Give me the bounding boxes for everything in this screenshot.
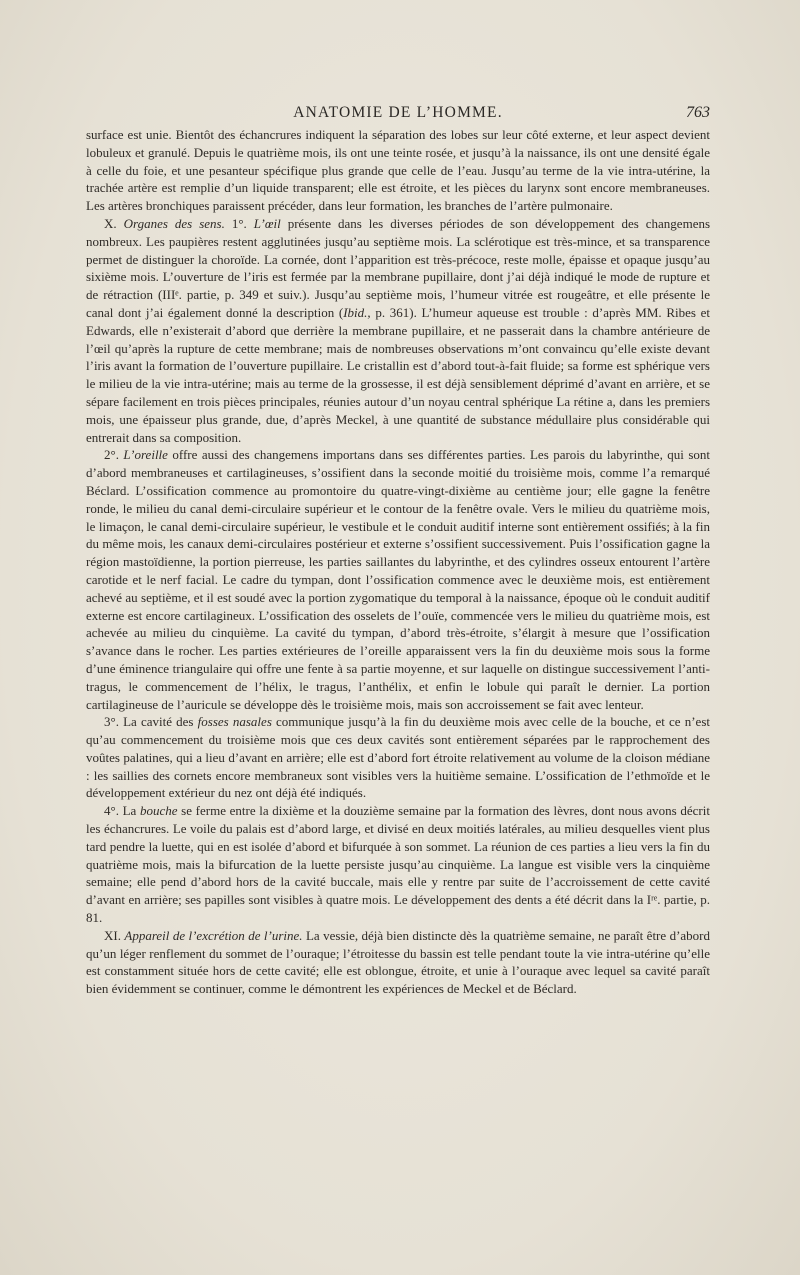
paragraph-urinary-apparatus: XI. Appareil de l’excrétion de l’urine. La vessie, déjà bien distincte dès la quatrième semaine, ne paraît être d’abord qu’un léger renflement du sommet de l’ouraque; l’étroitesse du bassin est telle pendant toute la vie intra-utérine qu’elle est constamment située hors de cette cavité; elle est oblongue, étroite, et unie à l’ouraque avec lequel sa cavité paraît bien évidemment se continuer, comme le démontrent les expériences de Meckel et de Béclard. bbox=[86, 927, 710, 997]
paragraph-mouth: 4°. La bouche se ferme entre la dixième et la douzième semaine par la formation des lèvres, dont nous avons décrit les échancrures. Le voile du palais est d’abord large, et divisé en deux moitiés latérales, au milieu desquelles vient plus tard pendre la luette, qui en est isolée d’abord et bifurquée à son sommet. La réunion de ces parties a lieu vers la fin du quatrième mois, mais la bifurcation de la luette persiste jusqu’au cinquième. La langue est visible vers la cinquième semaine; elle pend d’abord hors de la cavité buccale, mais elle y rentre par suite de l’accroissement de cette cavité d’avant en arrière; ses papilles sont visibles à quatre mois. Le développement des dents a été décrit dans la Iʳᵉ. partie, p. 81. bbox=[86, 803, 710, 926]
paragraph-lung-development: surface est unie. Bientôt des échancrures indiquent la séparation des lobes sur leur côté externe, et leur aspect devient lobuleux et granulé. Depuis le quatrième mois, ils ont une teinte rosée, et jusqu’à la naissance, ils ont une densité égale à celle du foie, et une pesanteur spécifique plus grande que celle de l’eau. Jusqu’au terme de la vie intra-utérine, la trachée artère est remplie d’un liquide transparent; elle est étroite, et les pièces du larynx sont encore membraneuses. Les artères bronchiques paraissent précéder, dans leur formation, les branches de l’artère pulmonaire. bbox=[86, 127, 710, 214]
italic-term: Organes des sens. bbox=[123, 215, 225, 231]
italic-term: L’œil bbox=[253, 215, 281, 231]
running-title: ANATOMIE DE L’HOMME. bbox=[293, 104, 503, 121]
paragraph-ear: 2°. L’oreille offre aussi des changemens importans dans ses différentes parties. Les parois du labyrinthe, qui sont d’abord membraneuses et cartilagineuses, s’ossifient dans la seconde moitié du troisième mois, comme l’a remarqué Béclard. L’ossification commence au promontoire du quatre-vingt-dixième au centième jour; elle gagne la fenêtre ronde, le milieu du canal demi-circulaire supérieur et le contour de la fenêtre ovale. Vers le milieu du quatrième mois, le limaçon, le canal demi-circulaire supérieur, le vestibule et le conduit auditif interne sont entièrement ossifiés; à la fin du même mois, les canaux demi-circulaires postérieur et externe s’ossifient successivement. Puis l’ossification gagne la région mastoïdienne, la portion pierreuse, les parties saillantes du labyrinthe, et des cylindres osseux entourent l’artère carotide et le nerf facial. Le cadre du tympan, dont l’ossification commence avec le deuxième mois, est entièrement achevé au septième, et il est soudé avec la portion zygomatique du temporal à la naissance, époque où le conduit auditif externe est encore cartilagineux. L’ossification des osselets de l’ouïe, commencée vers le milieu du quatrième mois, est achevée au milieu du cinquième. La cavité du tympan, d’abord très-étroite, s’élargit à mesure que l’ossification s’avance dans le rocher. Les parties extérieures de l’oreille apparaissent vers la fin du deuxième mois sous la forme d’une éminence triangulaire qui offre une fente à sa partie moyenne, et sur laquelle on distingue successivement l’anti-tragus, le commencement de l’hélix, le tragus, l’anthélix, et enfin le lobule qui paraît le dernier. La portion cartilagineuse de l’auricule se développe dès le troisième mois, mais son accroissement se fait avec lenteur. bbox=[86, 447, 710, 712]
page-header bbox=[86, 104, 710, 126]
italic-term: fosses nasales bbox=[197, 714, 272, 730]
italic-term: Ibid., bbox=[343, 304, 371, 320]
italic-term: Appareil de l’excrétion de l’urine. bbox=[124, 927, 303, 943]
page-number: 763 bbox=[686, 104, 710, 121]
italic-term: L’oreille bbox=[123, 447, 168, 463]
italic-term: bouche bbox=[139, 803, 178, 819]
paragraph-sense-organs-eye: X. Organes des sens. 1°. L’œil présente dans les diverses périodes de son développement des changemens nombreux. Les paupières restent agglutinées jusqu’au septième mois. La sclérotique est très-mince, et sa transparence permet de distinguer la choroïde. La cornée, dont l’apparition est très-précoce, reste molle, épaisse et opaque jusqu’au sixième mois. L’ouverture de l’iris est fermée par la membrane pupillaire, dont j’ai déjà indiqué le mode de rupture et de rétraction (IIIᵉ. partie, p. 349 et suiv.). Jusqu’au septième mois, l’humeur vitrée est rougeâtre, et elle présente le canal dont j’ai également donné la description (Ibid., p. 361). L’humeur aqueuse est trouble : d’après MM. Ribes et Edwards, elle n’existerait d’abord que derrière la membrane pupillaire, et ne passerait dans la chambre antérieure de l’œil qu’après la rupture de cette membrane; mais de nombreuses observations m’ont convaincu qu’elle existe devant l’iris avant la formation de l’ouverture pupillaire. Le cristallin est d’abord tout-à-fait fluide; sa forme est sphérique vers le milieu de la vie intra-utérine; mais au terme de la grossesse, il est déjà sensiblement déprimé d’avant en arrière, et se sépare facilement en trois pièces principales, réunies autour d’un noyau central sphérique La rétine a, dans les premiers mois, une épaisseur plus grande, due, d’après Meckel, à une quantité de substance médullaire plus considérable qui entrerait dans sa composition. bbox=[86, 215, 711, 445]
body-text bbox=[86, 126, 710, 998]
paragraph-nasal-fossae: 3°. La cavité des fosses nasales communique jusqu’à la fin du deuxième mois avec celle de la bouche, et ce n’est qu’au commencement du troisième mois que ces deux cavités sont entièrement séparées par le rapprochement des voûtes palatines, qui a lieu d’avant en arrière; elle est d’abord fort étroite relativement au volume de la cloison médiane : les saillies des cornets encore membraneux sont visibles vers la huitième semaine. L’ossification de l’ethmoïde et le développement extérieur du nez ont déjà été indiqués. bbox=[86, 714, 710, 801]
